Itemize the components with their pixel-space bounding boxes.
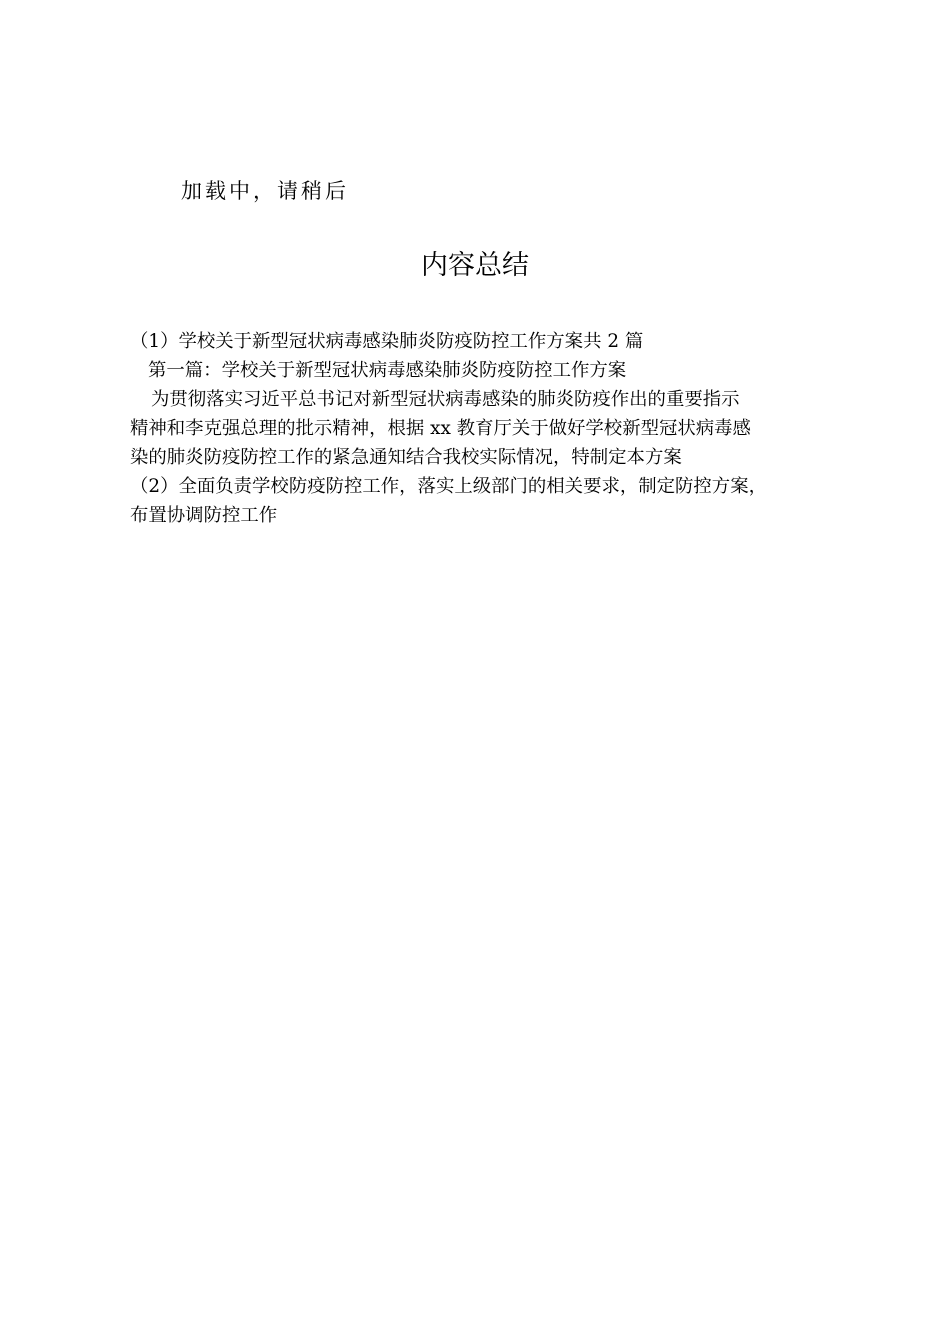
summary-line: 第一篇：学校关于新型冠状病毒感染肺炎防疫防控工作方案 xyxy=(148,360,627,381)
summary-line: 精神和李克强总理的批示精神，根据 xx 教育厅关于做好学校新型冠状病毒感 xyxy=(130,418,751,439)
summary-line: （1）学校关于新型冠状病毒感染肺炎防疫防控工作方案共 2 篇 xyxy=(130,331,644,352)
summary-line: 布置协调防控工作 xyxy=(130,505,278,526)
summary-line: 为贯彻落实习近平总书记对新型冠状病毒感染的肺炎防疫作出的重要指示 xyxy=(151,389,740,410)
loading-text: 加载中，请稍后 xyxy=(181,179,349,203)
summary-content xyxy=(130,327,842,530)
summary-line: （2）全面负责学校防疫防控工作，落实上级部门的相关要求，制定防控方案， xyxy=(130,476,767,497)
summary-line: 染的肺炎防疫防控工作的紧急通知结合我校实际情况，特制定本方案 xyxy=(130,447,682,468)
page-title: 内容总结 xyxy=(421,250,529,281)
